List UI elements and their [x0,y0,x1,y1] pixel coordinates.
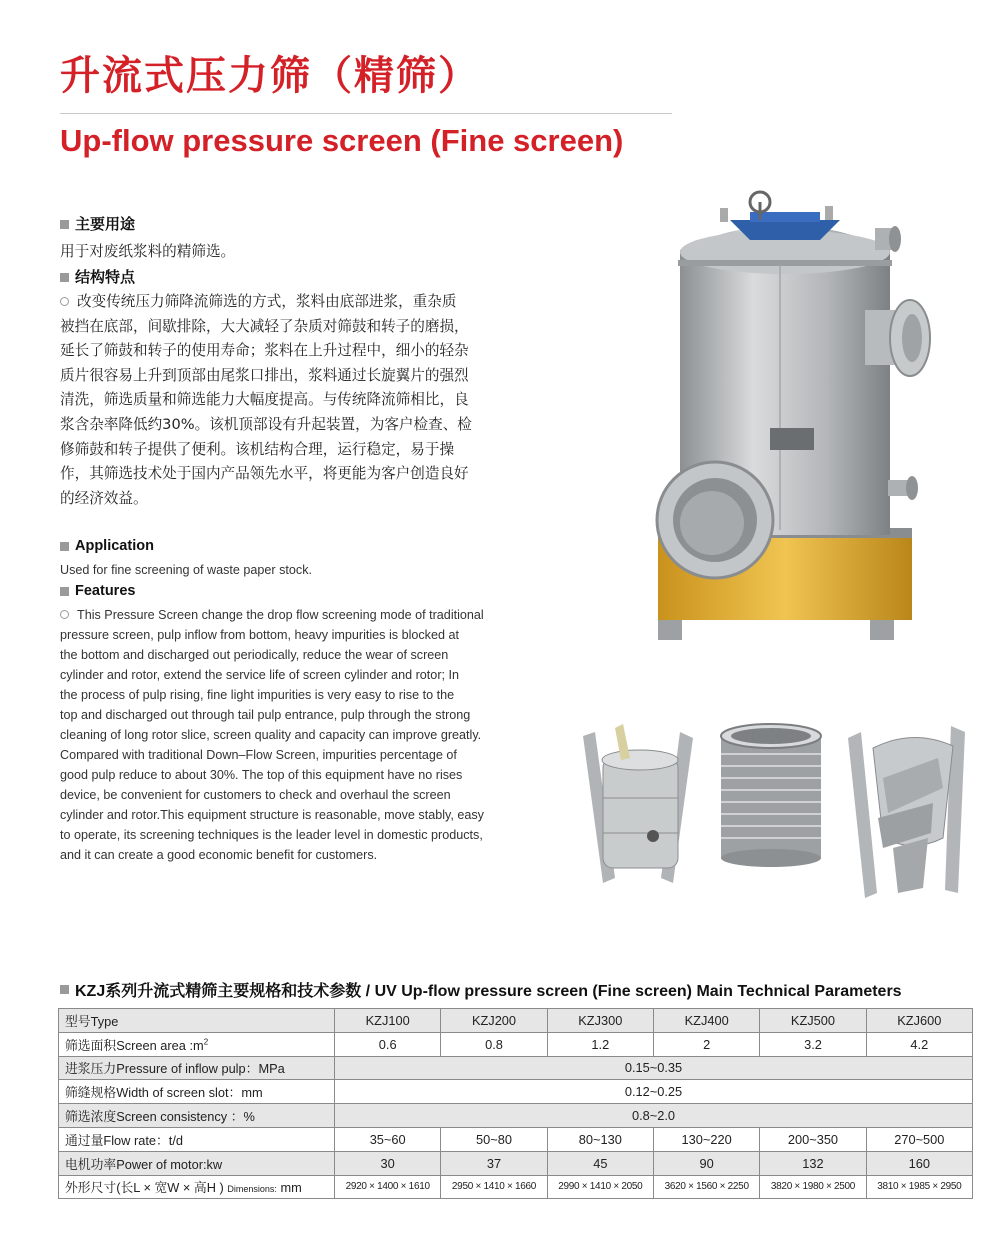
cn-usage-heading-text: 主要用途 [75,215,136,233]
table-heading [60,978,902,1001]
en-features-line: device, be convenient for customers to check and overhaul the screen [60,788,451,802]
rotor-foils-photo [843,718,978,903]
en-features-line: This Pressure Screen change the drop flow screening mode of traditional [60,605,520,625]
area-cell: 0.6 [335,1032,441,1056]
power-cell: 90 [653,1151,759,1175]
table-row [59,1080,973,1104]
flow-cell: 50~80 [441,1127,547,1151]
dimension-cell: 2920 × 1400 × 1610 [335,1175,441,1199]
square-bullet-icon [60,587,69,596]
en-application-text: Used for fine screening of waste paper stock. [60,563,313,577]
power-cell: 132 [760,1151,866,1175]
flow-cell: 80~130 [547,1127,653,1151]
technical-parameters-table [58,1008,973,1199]
en-features-line: cleaning of long rotor slice, screen quality and capacity can improve greatly. [60,728,482,742]
consistency-cell: 0.8~2.0 [335,1104,973,1128]
cn-usage-text: 用于对废纸浆料的精筛选。 [60,243,236,260]
square-bullet-icon [60,273,69,282]
model-cell: KZJ500 [760,1009,866,1033]
row-label-screen-area: 筛选面积Screen area $:m^2$ [59,1032,335,1056]
model-cell: KZJ100 [335,1009,441,1033]
slot-cell: 0.12~0.25 [335,1080,973,1104]
table-row [59,1175,973,1199]
en-features-paragraph [60,605,520,865]
rotor-frame-photo [575,718,705,893]
cn-usage-heading [60,214,135,234]
row-label-motor-power: 电机功率Power of motor:kw [59,1151,335,1175]
power-cell: 30 [335,1151,441,1175]
row-label-dimensions: 外形尺寸(长L × 宽W × 高H ) Dimensions: mm [59,1175,335,1199]
cn-features-line: 的经济效益。 [60,489,148,507]
circle-bullet-icon [60,297,69,306]
cn-features-line: 延长了筛鼓和转子的使用寿命；浆料在上升过程中，细小的轻杂 [60,342,469,360]
area-cell: 4.2 [866,1032,972,1056]
area-cell: 1.2 [547,1032,653,1056]
power-cell: 45 [547,1151,653,1175]
dimension-cell: 2990 × 1410 × 2050 [547,1175,653,1199]
cn-features-line: 浆含杂率降低约30%。该机顶部设有升起装置，为客户检查、检 [60,415,472,433]
table-row [59,1056,973,1080]
row-label-inflow-pressure: 进浆压力Pressure of inflow pulp：MPa [59,1056,335,1080]
area-cell: 3.2 [760,1032,866,1056]
model-cell: KZJ300 [547,1009,653,1033]
square-bullet-icon [60,220,69,229]
en-features-line: to operate, its screening techniques is the leader level in domestic products, [60,828,483,842]
en-features-line: the process of pulp rising, fine light impurities is very easy to rise to the [60,688,455,702]
circle-bullet-icon [60,610,69,619]
row-label-flow-rate: 通过量Flow rate：t/d [59,1127,335,1151]
pressure-cell: 0.15~0.35 [335,1056,973,1080]
table-row [59,1151,973,1175]
title-chinese: 升流式压力筛（精筛） [60,53,480,99]
model-cell: KZJ600 [866,1009,972,1033]
en-application-heading-text: Application [75,538,154,554]
square-bullet-icon [60,542,69,551]
model-cell: KZJ200 [441,1009,547,1033]
model-cell: KZJ400 [653,1009,759,1033]
title-english: Up-flow pressure screen (Fine screen) [60,123,624,158]
en-features-line: pressure screen, pulp inflow from bottom, heavy impurities is blocked at [60,628,459,642]
row-label-consistency: 筛选浓度Screen consistency ：% [59,1104,335,1128]
cn-features-line: 改变传统压力筛降流筛选的方式，浆料由底部进浆，重杂质 [60,290,530,315]
table-row [59,1127,973,1151]
cn-features-line: 修筛鼓和转子提供了便利。该机结构合理，运行稳定，易于操 [60,440,455,458]
cn-features-heading [60,267,135,287]
cn-features-line: 清洗，筛选质量和筛选能力大幅度提高。与传统降流筛相比，良 [60,391,469,409]
cn-features-paragraph [60,290,530,511]
power-cell: 160 [866,1151,972,1175]
en-features-heading [60,581,135,601]
title-divider [60,113,672,114]
flow-cell: 270~500 [866,1127,972,1151]
pressure-screen-machine-photo [650,190,940,655]
table-row [59,1104,973,1128]
en-features-line: Compared with traditional Down–Flow Screen, impurities percentage of [60,748,457,762]
en-application-heading [60,536,154,556]
en-features-line: top and discharged out through tail pulp entrance, pulp through the strong [60,708,471,722]
cn-features-line: 被挡在底部，间歇排除，大大减轻了杂质对筛鼓和转子的磨损， [60,317,469,335]
area-cell: 0.8 [441,1032,547,1056]
dimension-cell: 3810 × 1985 × 2950 [866,1175,972,1199]
table-heading-text: KZJ系列升流式精筛主要规格和技术参数 / UV Up-flow pressure screen (Fine screen) Main Technical Parameters [75,983,902,1000]
flow-cell: 35~60 [335,1127,441,1151]
dimension-cell: 3620 × 1560 × 2250 [653,1175,759,1199]
dimension-cell: 3820 × 1980 × 2500 [760,1175,866,1199]
cn-features-line: 作，其筛选技术处于国内产品领先水平，将更能为客户创造良好 [60,465,469,483]
en-features-heading-text: Features [75,583,136,599]
cn-features-heading-text: 结构特点 [75,268,136,286]
area-cell: 2 [653,1032,759,1056]
dimension-cell: 2950 × 1410 × 1660 [441,1175,547,1199]
en-features-line: good pulp reduce to about 30%. The top of this equipment have no rises [60,768,463,782]
row-label-type: 型号Type [59,1009,335,1033]
square-bullet-icon [60,985,69,994]
table-row [59,1032,973,1056]
cn-features-line: 质片很容易上升到顶部由尾浆口排出，浆料通过长旋翼片的强烈 [60,366,469,384]
screen-basket-photo [715,718,827,868]
power-cell: 37 [441,1151,547,1175]
row-label-slot-width: 筛缝规格Width of screen slot：mm [59,1080,335,1104]
en-features-line: the bottom and discharged out periodically, reduce the wear of screen [60,648,449,662]
table-row [59,1009,973,1033]
en-features-line: cylinder and rotor, extend the service life of screen cylinder and rotor; In [60,668,460,682]
flow-cell: 130~220 [653,1127,759,1151]
en-features-line: cylinder and rotor.This equipment structure is reasonable, move stably, easy [60,808,484,822]
en-features-line: and it can create a good economic benefit for customers. [60,848,378,862]
flow-cell: 200~350 [760,1127,866,1151]
